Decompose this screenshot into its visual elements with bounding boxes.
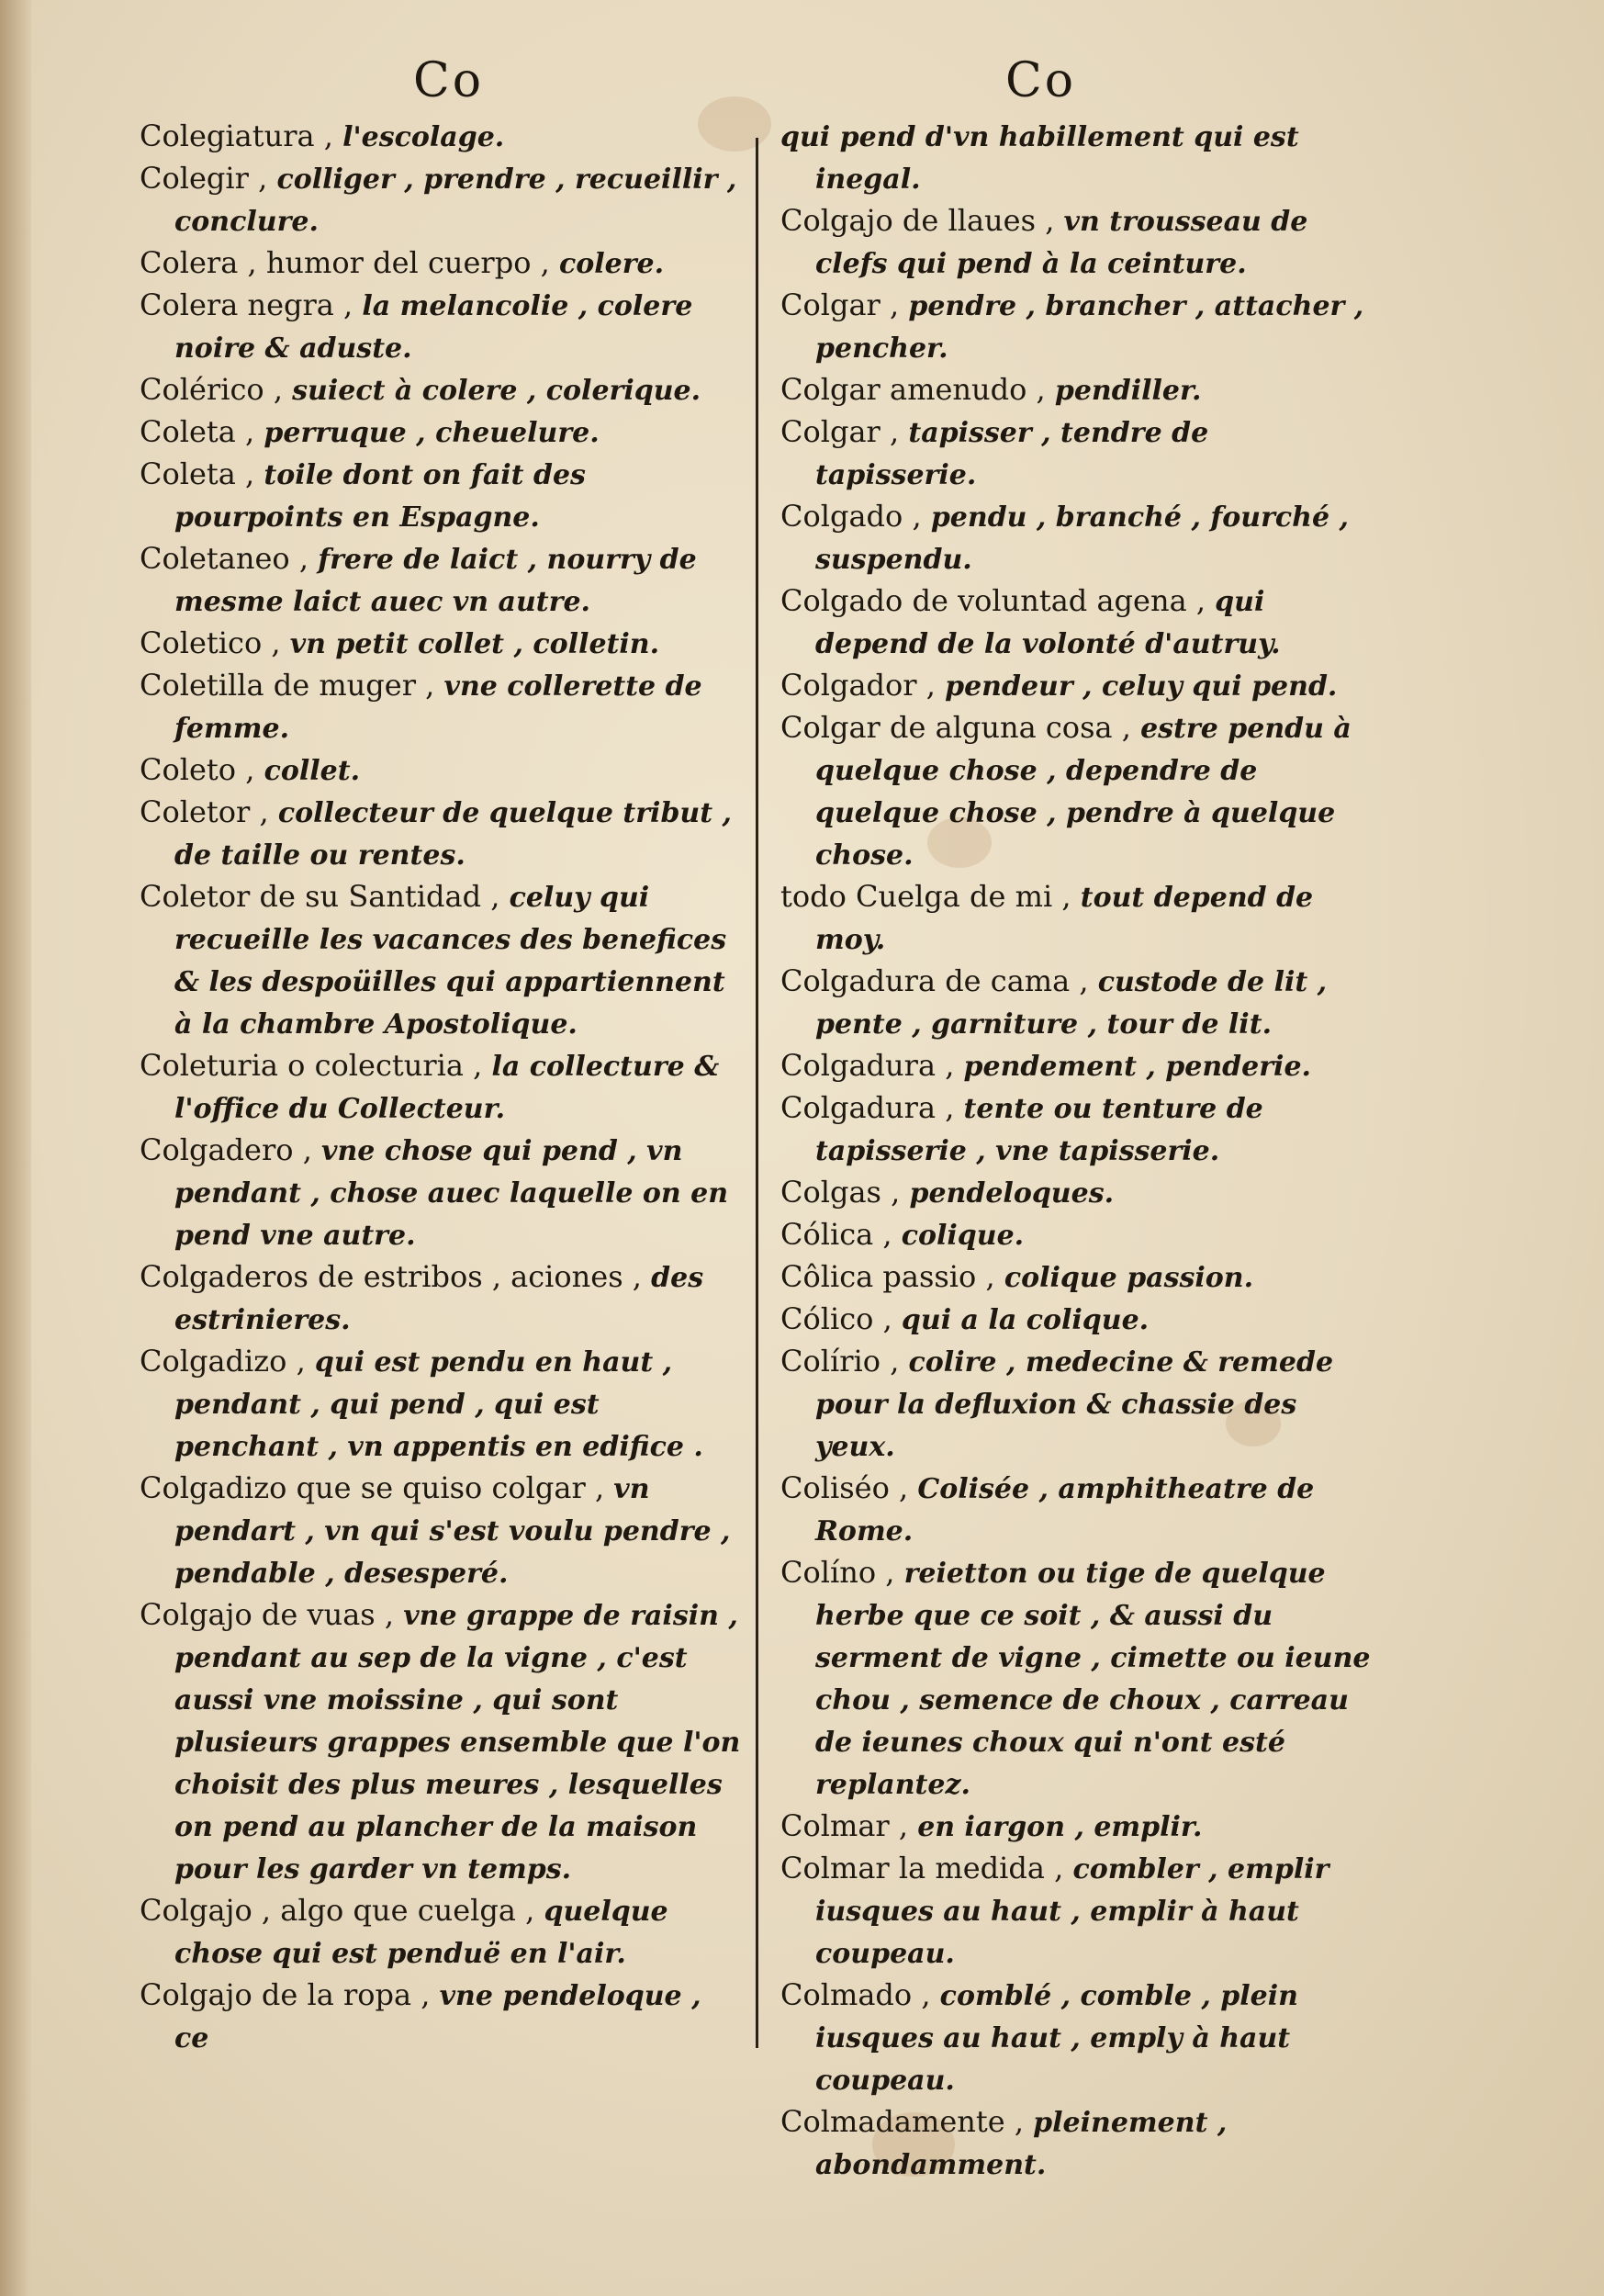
dictionary-entry	[140, 1975, 741, 2059]
entry-headword: Colgar ,	[780, 287, 909, 322]
left-column	[140, 116, 741, 2059]
entry-translation: la collecture & l'office du Collecteur.	[174, 1051, 720, 1125]
dictionary-entry	[780, 707, 1377, 876]
entry-headword: Cólica ,	[780, 1217, 902, 1252]
entry-translation: tout depend de moy.	[815, 882, 1314, 956]
entry-headword: Colera negra ,	[140, 287, 363, 322]
entry-headword: Colgaderos de estribos , aciones ,	[140, 1259, 652, 1294]
dictionary-entry	[140, 1468, 741, 1594]
entry-translation: Colisée , amphitheatre de Rome.	[815, 1473, 1315, 1548]
entry-headword: Colgado ,	[780, 499, 931, 534]
entry-headword: Colegiatura ,	[140, 118, 343, 153]
dictionary-entry	[140, 285, 741, 369]
entry-translation: toile dont on fait des pourpoints en Espagne.	[174, 459, 586, 534]
entry-translation: la melancolie , colere noire & aduste.	[174, 290, 693, 365]
dictionary-entry	[140, 623, 741, 665]
dictionary-entry	[140, 1256, 741, 1341]
dictionary-entry	[140, 1045, 741, 1130]
binding-gutter	[0, 0, 31, 2296]
entry-translation: pendu , branché , fourché , suspendu.	[815, 501, 1349, 576]
dictionary-entry	[780, 285, 1377, 369]
entry-translation: estre pendu à quelque chose , dependre de quelque chose , pendre à quelque chose.	[815, 713, 1352, 872]
dictionary-entry	[140, 1890, 741, 1975]
dictionary-entry	[780, 1214, 1377, 1256]
entry-headword: Colgadizo que se quiso colgar ,	[140, 1470, 614, 1505]
entry-headword: Colgar ,	[780, 414, 909, 449]
entry-translation: reietton ou tige de quelque herbe que ce soit , & aussi du serment de vigne , cimette ou ieune chou , semence de choux , carreau de ieunes choux qui n'ont esté replantez.	[815, 1558, 1371, 1801]
dictionary-entry	[140, 538, 741, 623]
entry-headword: Colgar amenudo ,	[780, 372, 1055, 407]
entry-translation: colique.	[901, 1220, 1025, 1252]
dictionary-entry	[140, 876, 741, 1045]
dictionary-entry	[140, 369, 741, 411]
entry-headword: Coleta ,	[140, 456, 264, 491]
entry-translation: vne collerette de femme.	[174, 670, 702, 745]
dictionary-entry	[780, 116, 1377, 200]
entry-translation: comblé , comble , plein iusques au haut , emply à haut coupeau.	[815, 1980, 1298, 2097]
entry-headword: Coletico ,	[140, 625, 290, 660]
dictionary-entry	[780, 1256, 1377, 1299]
dictionary-entry	[780, 1848, 1377, 1975]
dictionary-entry	[780, 1341, 1377, 1468]
entry-headword: Colgadura ,	[780, 1090, 964, 1125]
entry-translation: pendre , brancher , attacher , pencher.	[815, 290, 1364, 365]
entry-headword: Colíno ,	[780, 1555, 904, 1590]
entry-headword: Colírio ,	[780, 1344, 909, 1379]
dictionary-entry	[140, 454, 741, 538]
entry-translation: vne grappe de raisin , pendant au sep de la vigne , c'est aussi vne moissine , qui sont plusieurs grappes ensemble que l'on choisit des plus meures , lesquelles on pend au plancher de la maison pour les garder vn temps.	[174, 1600, 741, 1885]
right-column	[780, 116, 1377, 2186]
entry-translation: vn petit collet , colletin.	[289, 628, 660, 660]
entry-headword: Colgadura de cama ,	[780, 963, 1098, 998]
dictionary-entry	[780, 961, 1377, 1045]
entry-translation: colire , medecine & remede pour la defluxion & chassie des yeux.	[815, 1346, 1334, 1463]
entry-translation: combler , emplir iusques au haut , emplir à haut coupeau.	[815, 1853, 1329, 1970]
dictionary-entry	[780, 1299, 1377, 1341]
entry-translation: frere de laict , nourry de mesme laict auec vn autre.	[174, 544, 697, 618]
entry-translation: pendeur , celuy qui pend.	[945, 670, 1338, 703]
dictionary-entry	[140, 665, 741, 749]
entry-headword: Coleta ,	[140, 414, 264, 449]
entry-headword: Colgas ,	[780, 1175, 910, 1210]
entry-headword: Coletaneo ,	[140, 541, 319, 576]
dictionary-entry	[780, 1468, 1377, 1552]
entry-headword: Colgajo de vuas ,	[140, 1597, 404, 1632]
entry-translation: colliger , prendre , recueillir , concl​ure.	[174, 163, 737, 238]
dictionary-entry	[140, 1130, 741, 1256]
entry-headword: Coletor de su Santidad ,	[140, 879, 510, 914]
entry-translation: vne chose qui pend , vn pendant , chose auec laquelle on en pend vne autre.	[174, 1135, 729, 1252]
entry-translation: qui a la colique.	[901, 1304, 1150, 1336]
entry-translation: pleinement , abondamment.	[815, 2107, 1228, 2181]
entry-headword: Colmar la medida ,	[780, 1851, 1073, 1885]
entry-headword: Colmar ,	[780, 1808, 918, 1843]
entry-headword: todo Cuelga de mi ,	[780, 879, 1081, 914]
dictionary-entry	[780, 1172, 1377, 1214]
entry-headword: Colgadero ,	[140, 1132, 322, 1167]
dictionary-entry	[780, 1045, 1377, 1087]
dictionary-entry	[780, 1087, 1377, 1172]
dictionary-entry	[140, 116, 741, 158]
entry-headword: Côlica passio ,	[780, 1259, 1004, 1294]
entry-translation: pendeloques.	[909, 1177, 1115, 1210]
entry-translation: suiect à colere , colerique.	[292, 375, 701, 407]
entry-headword: Colegir ,	[140, 161, 277, 196]
dictionary-entry	[780, 580, 1377, 665]
dictionary-entry	[780, 1552, 1377, 1806]
entry-translation: colere.	[558, 248, 665, 280]
entry-headword: Colgajo de la ropa ,	[140, 1977, 440, 2012]
dictionary-entry	[140, 158, 741, 242]
dictionary-entry	[780, 496, 1377, 580]
page-header-right: Co	[1005, 53, 1077, 108]
column-rule	[756, 138, 758, 2048]
entry-translation: l'escolage.	[342, 121, 505, 153]
entry-headword: Colera , humor del cuerpo ,	[140, 245, 559, 280]
entry-headword: Colgajo , algo que cuelga ,	[140, 1893, 544, 1928]
entry-translation: qui pend d'vn habillement qui est inegal.	[780, 121, 1299, 196]
entry-translation: qui est pendu en haut , pendant , qui pend , qui est penchant , vn appentis en edifice .	[174, 1346, 703, 1463]
entry-translation: perruque , cheuelure.	[264, 417, 600, 449]
entry-headword: Coleturia o colecturia ,	[140, 1048, 492, 1083]
dictionary-entry	[780, 200, 1377, 285]
dictionary-entry	[780, 665, 1377, 707]
entry-headword: Cólico ,	[780, 1301, 902, 1336]
entry-translation: vne pendeloque , ce	[174, 1980, 701, 2054]
entry-translation: custode de lit , pente , garniture , tour de lit.	[815, 966, 1328, 1041]
entry-headword: Colgadizo ,	[140, 1344, 315, 1379]
entry-translation: pendement , penderie.	[963, 1051, 1311, 1083]
entry-translation: celuy qui recueille les vacances des benefices & les despoüilles qui appartiennent à la chambre Apostolique.	[174, 882, 727, 1041]
entry-headword: Colérico ,	[140, 372, 293, 407]
entry-headword: Colmadamente ,	[780, 2104, 1034, 2139]
entry-headword: Colgajo de llaues ,	[780, 203, 1064, 238]
entry-translation: quelque chose qui est penduë en l'air.	[174, 1896, 668, 1970]
entry-headword: Coletilla de muger ,	[140, 668, 444, 703]
entry-translation: collet.	[264, 755, 361, 787]
entry-translation: qui depend de la volonté d'autruy.	[815, 586, 1281, 660]
entry-headword: Colgado de voluntad agena ,	[780, 583, 1216, 618]
entry-headword: Colgar de alguna cosa ,	[780, 710, 1141, 745]
entry-headword: Coliséo ,	[780, 1470, 918, 1505]
entry-translation: vn trousseau de clefs qui pend à la ceinture.	[815, 206, 1308, 280]
entry-headword: Coleto ,	[140, 752, 264, 787]
dictionary-entry	[780, 1975, 1377, 2101]
dictionary-entry	[780, 876, 1377, 961]
entry-headword: Coletor ,	[140, 794, 278, 829]
page-header-left: Co	[413, 53, 485, 108]
dictionary-entry	[780, 411, 1377, 496]
entry-translation: collecteur de quelque tribut , de taille ou rentes.	[174, 797, 732, 872]
dictionary-entry	[140, 749, 741, 792]
dictionary-entry	[140, 1594, 741, 1890]
entry-translation: tapisser , tendre de tapisserie.	[815, 417, 1209, 491]
dictionary-entry	[780, 1806, 1377, 1848]
dictionary-entry	[140, 242, 741, 285]
entry-translation: en iargon , emplir.	[917, 1811, 1203, 1843]
entry-translation: vn pendart , vn qui s'est voulu pendre , pendable , desesperé.	[174, 1473, 731, 1590]
entry-headword: Colgador ,	[780, 668, 946, 703]
dictionary-entry	[780, 369, 1377, 411]
entry-headword: Colmado ,	[780, 1977, 940, 2012]
entry-translation: des estrinieres.	[174, 1262, 704, 1336]
dictionary-entry	[140, 1341, 741, 1468]
entry-translation: pendiller.	[1054, 375, 1202, 407]
dictionary-entry	[780, 2101, 1377, 2186]
dictionary-entry	[140, 411, 741, 454]
entry-translation: colique passion.	[1004, 1262, 1254, 1294]
dictionary-entry	[140, 792, 741, 876]
entry-headword: Colgadura ,	[780, 1048, 964, 1083]
entry-translation: tente ou tenture de tapisserie , vne tapisserie.	[815, 1093, 1263, 1167]
